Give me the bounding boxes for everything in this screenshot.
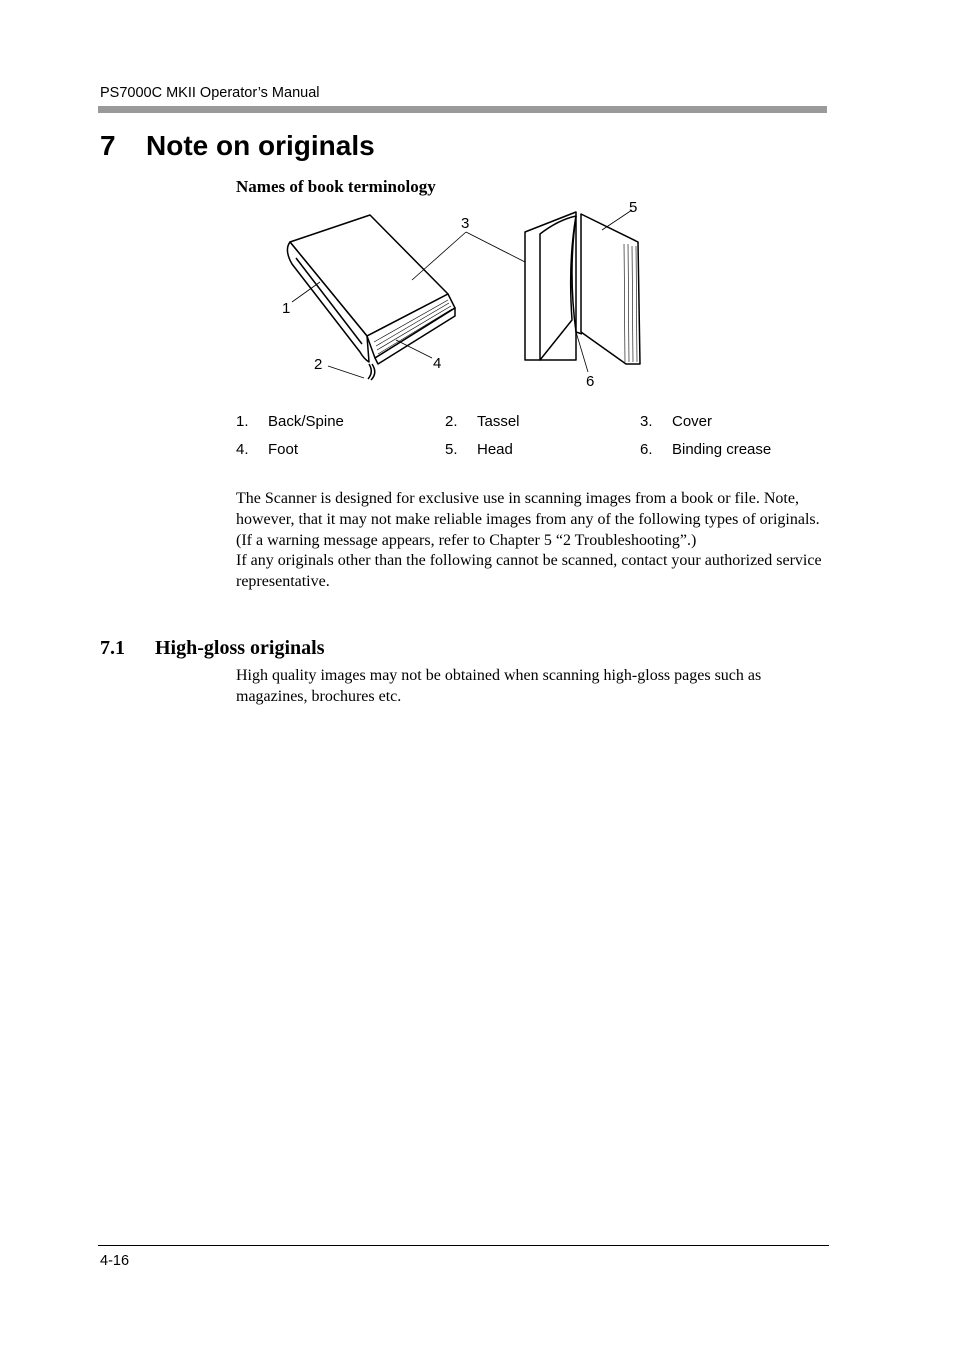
page-number: 4-16 [100, 1253, 130, 1269]
term-number: 4. [236, 441, 249, 458]
term-item [640, 441, 771, 458]
section-heading [100, 637, 324, 660]
open-book-drawing [525, 212, 640, 364]
closed-book-drawing [287, 215, 455, 380]
callout-1: 1 [282, 300, 291, 317]
callout-3: 3 [461, 215, 470, 232]
header-rule [98, 106, 827, 113]
term-label: Tassel [477, 413, 520, 430]
term-item [236, 441, 298, 458]
term-number: 1. [236, 413, 249, 430]
term-item [445, 413, 520, 430]
term-number: 2. [445, 413, 458, 430]
term-label: Back/Spine [268, 413, 344, 430]
chapter-heading [100, 130, 375, 162]
running-header: PS7000C MKII Operator’s Manual [100, 85, 320, 101]
callout-2: 2 [314, 356, 323, 373]
term-item [640, 413, 712, 430]
section-title: High-gloss originals [155, 637, 325, 659]
chapter-number: 7 [100, 130, 116, 161]
intro-paragraph: The Scanner is designed for exclusive use in scanning images from a book or file. Note, however, that it may not make reliable images from any of the following types of originals. [236, 490, 820, 528]
section-body: High quality images may not be obtained when scanning high-gloss pages such as magazines, brochures etc. [236, 667, 762, 705]
term-label: Foot [268, 441, 299, 458]
chapter-title: Note on originals [146, 130, 375, 161]
callout-6: 6 [586, 373, 595, 390]
term-number: 6. [640, 441, 653, 458]
term-item [236, 413, 344, 430]
footer-rule [98, 1245, 829, 1246]
term-item [445, 441, 513, 458]
term-label: Head [477, 441, 513, 458]
term-label: Cover [672, 413, 713, 430]
section-number: 7.1 [100, 637, 125, 659]
term-label: Binding crease [672, 441, 772, 458]
term-number: 5. [445, 441, 458, 458]
callout-5: 5 [629, 199, 638, 216]
intro-paragraph: (If a warning message appears, refer to Chapter 5 “2 Troubleshooting”.) [236, 531, 697, 549]
intro-text [236, 489, 826, 593]
term-number: 3. [640, 413, 653, 430]
book-terminology-illustration [236, 192, 676, 398]
figure-heading: Names of book terminology [236, 177, 436, 196]
callout-4: 4 [433, 355, 442, 372]
intro-paragraph: If any originals other than the following cannot be scanned, contact your authorized service representative. [236, 552, 822, 591]
